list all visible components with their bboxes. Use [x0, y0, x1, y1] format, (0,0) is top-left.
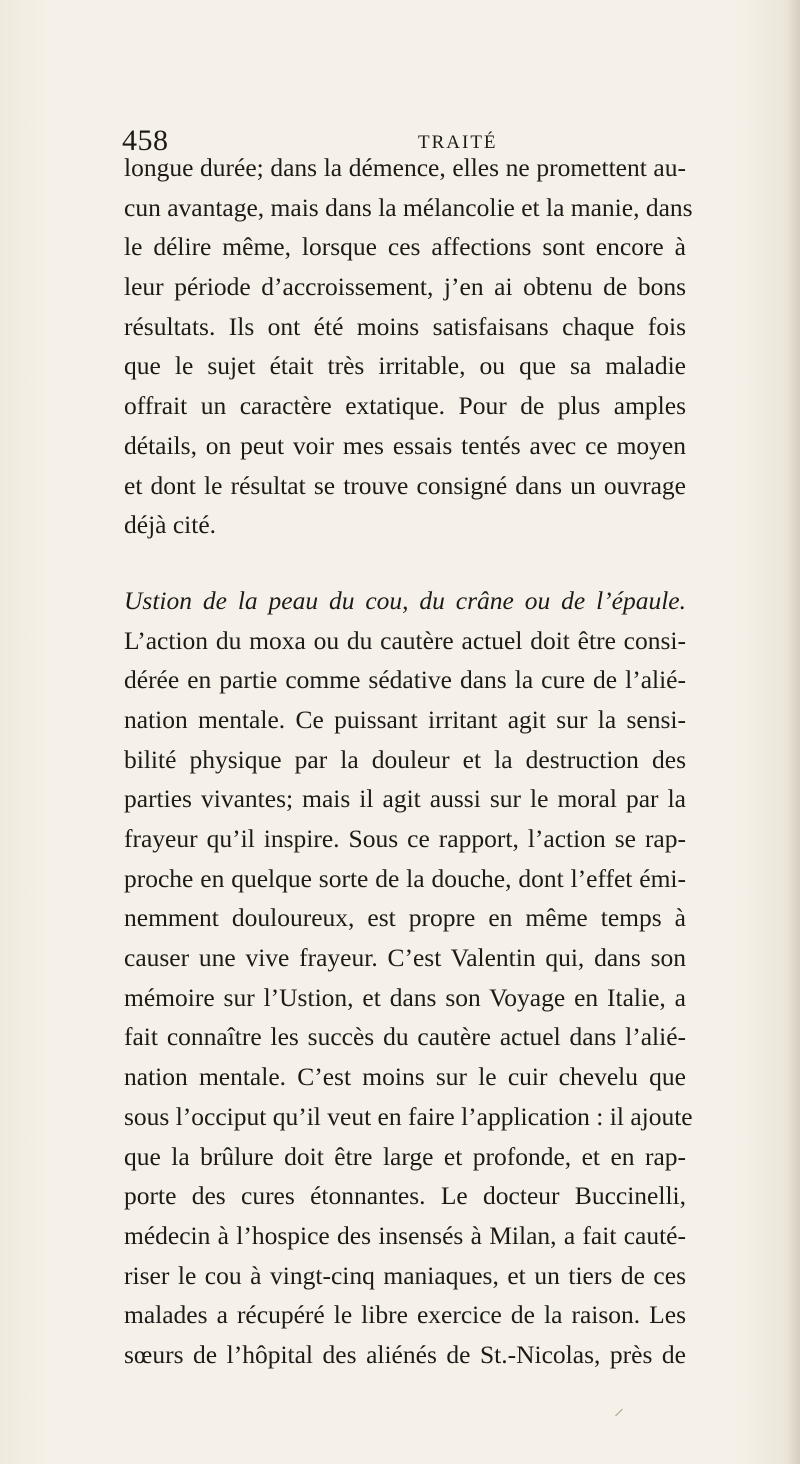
- text-line: proche en quelque sorte de la douche, dont l’effet émi-: [124, 863, 686, 893]
- section-heading: Ustion de la peau du cou, du crâne ou de l’épaule.: [124, 585, 686, 615]
- text-line: sœurs de l’hôpital des aliénés de St.-Nicolas, près de: [124, 1339, 686, 1369]
- text-line: frayeur qu’il inspire. Sous ce rapport, l’action se rap-: [124, 824, 686, 853]
- body-text: [124, 148, 693, 1375]
- running-title: TRAITÉ: [418, 132, 498, 153]
- text-line: sous l’occiput qu’il veut en faire l’application : il ajoute: [124, 1101, 693, 1131]
- text-line: résultats. Ils ont été moins satisfaisans chaque fois: [124, 311, 686, 341]
- text-line: que le sujet était très irritable, ou que sa maladie: [124, 351, 686, 381]
- text-line: nation mentale. C’est moins sur le cuir chevelu que: [124, 1062, 686, 1092]
- paragraph-spacing: [124, 545, 686, 581]
- text-line: détails, on peut voir mes essais tentés avec ce moyen: [124, 430, 686, 460]
- text-line: nemment douloureux, est propre en même temps à: [124, 903, 686, 933]
- text-line: dérée en partie comme sédative dans la cure de l’alié-: [124, 665, 686, 695]
- text-line: que la brûlure doit être large et profonde, et en rap-: [124, 1141, 686, 1171]
- text-line: parties vivantes; mais il agit aussi sur le moral par la: [124, 784, 686, 814]
- text-line: riser le cou à vingt-cinq maniaques, et un tiers de ces: [124, 1260, 686, 1290]
- text-line: bilité physique par la douleur et la destruction des: [124, 744, 686, 774]
- page-edge-shadow: [786, 0, 800, 1464]
- text-line: offrait un caractère extatique. Pour de plus amples: [124, 391, 686, 421]
- text-line: leur période d’accroissement, j’en ai obtenu de bons: [124, 272, 686, 302]
- text-line: déjà cité.: [124, 510, 217, 540]
- text-line: mémoire sur l’Ustion, et dans son Voyage en Italie, a: [124, 982, 686, 1012]
- text-line: nation mentale. Ce puissant irritant agit sur la sensi-: [124, 704, 686, 734]
- text-line: médecin à l’hospice des insensés à Milan, a fait cauté-: [124, 1220, 686, 1250]
- text-line: fait connaître les succès du cautère actuel dans l’alié-: [124, 1022, 686, 1052]
- text-line: L’action du moxa ou du cautère actuel doit être consi-: [124, 625, 686, 655]
- pencil-mark: [615, 1409, 623, 1417]
- text-line: longue durée; dans la démence, elles ne promettent au-: [124, 153, 686, 182]
- text-line: causer une vive frayeur. C’est Valentin qui, dans son: [124, 943, 686, 973]
- text-line: cun avantage, mais dans la mélancolie et la manie, dans: [124, 192, 693, 222]
- paragraph-ustion: [124, 621, 693, 1375]
- paragraph-continuation: [124, 148, 693, 545]
- text-line: porte des cures étonnantes. Le docteur Buccinelli,: [124, 1181, 686, 1211]
- text-line: le délire même, lorsque ces affections sont encore à: [124, 232, 686, 262]
- text-line: malades a récupéré le libre exercice de la raison. Les: [124, 1300, 686, 1330]
- page-number: 458: [122, 124, 169, 157]
- text-line: et dont le résultat se trouve consigné dans un ouvrage: [124, 470, 686, 500]
